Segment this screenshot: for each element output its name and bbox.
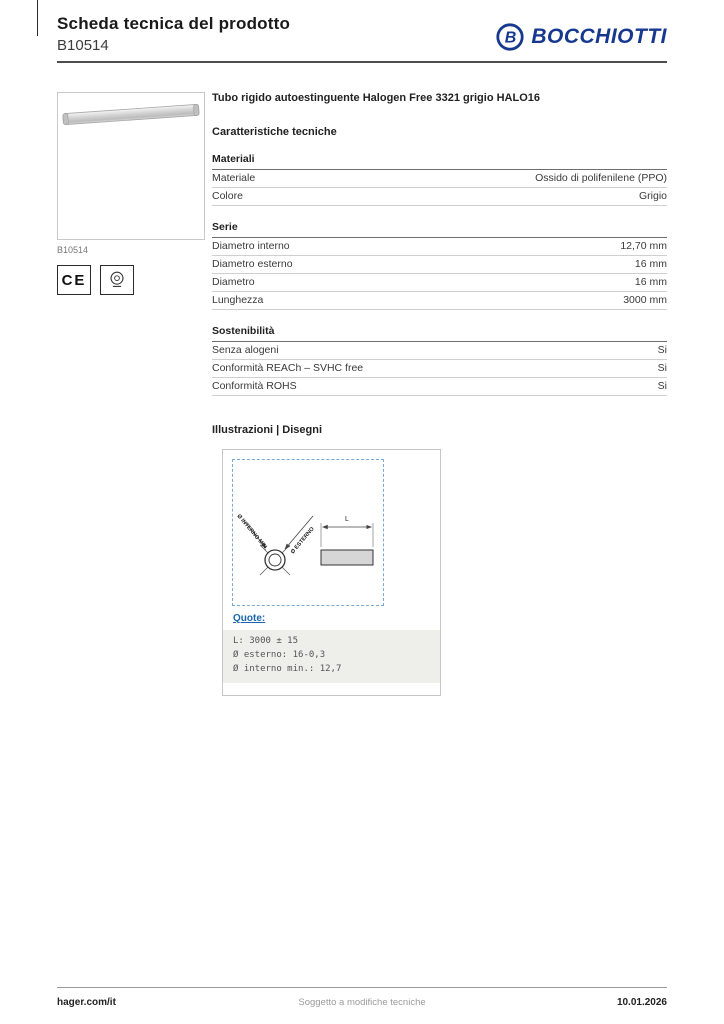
spec-label: Diametro esterno bbox=[212, 258, 293, 270]
spec-group bbox=[212, 325, 667, 396]
spec-group bbox=[212, 221, 667, 310]
certification-marks bbox=[57, 265, 205, 295]
ce-mark bbox=[57, 265, 91, 295]
spec-label: Diametro bbox=[212, 276, 255, 288]
technical-drawing bbox=[233, 460, 383, 605]
spec-row bbox=[212, 274, 667, 292]
content bbox=[57, 92, 667, 696]
quote-line: Ø esterno: 16-0,3 bbox=[233, 649, 326, 660]
spec-row bbox=[212, 342, 667, 360]
quote-line: L: 3000 ± 15 bbox=[233, 636, 299, 646]
spec-row bbox=[212, 256, 667, 274]
brand-emblem-icon bbox=[495, 22, 525, 52]
footer-date: 10.01.2026 bbox=[616, 997, 667, 1008]
quote-title: Quote: bbox=[233, 613, 266, 624]
quote-line: Ø interno min.: 12,7 bbox=[233, 663, 342, 674]
quote-block bbox=[223, 630, 440, 683]
header-divider bbox=[57, 61, 667, 63]
spec-groups bbox=[212, 153, 667, 396]
footer bbox=[57, 987, 667, 1008]
certification-mark bbox=[100, 265, 134, 295]
drawing-label-length: L bbox=[345, 516, 349, 523]
technical-drawing-box bbox=[222, 449, 441, 696]
brand-logo bbox=[495, 22, 667, 52]
product-code: B10514 bbox=[57, 37, 109, 54]
spec-value: 3000 mm bbox=[623, 294, 667, 306]
spec-label: Colore bbox=[212, 190, 243, 202]
spec-value: Si bbox=[657, 362, 667, 374]
technical-drawing-frame bbox=[232, 459, 384, 606]
product-image bbox=[57, 92, 205, 240]
product-photo-tube bbox=[58, 93, 204, 239]
spec-label: Senza alogeni bbox=[212, 344, 279, 356]
spec-value: 12,70 mm bbox=[620, 240, 667, 252]
spec-group-title: Serie bbox=[212, 221, 667, 238]
spec-value: Grigio bbox=[638, 190, 667, 202]
spec-value: Ossido di polifenilene (PPO) bbox=[535, 172, 667, 184]
spec-row bbox=[212, 188, 667, 206]
footer-note: Soggetto a modifiche tecniche bbox=[298, 997, 426, 1008]
spec-value: 16 mm bbox=[634, 276, 667, 288]
illustrations-heading: Illustrazioni | Disegni bbox=[212, 424, 323, 436]
brand-name: BOCCHIOTTI bbox=[531, 25, 667, 48]
svg-text:B: B bbox=[505, 29, 517, 47]
page-title: Scheda tecnica del prodotto bbox=[57, 14, 291, 33]
spec-label: Diametro interno bbox=[212, 240, 290, 252]
spec-value: 16 mm bbox=[634, 258, 667, 270]
spec-row bbox=[212, 238, 667, 256]
spec-label: Lunghezza bbox=[212, 294, 264, 306]
spec-row bbox=[212, 360, 667, 378]
spec-group-title: Sostenibilità bbox=[212, 325, 667, 342]
spec-value: Si bbox=[657, 344, 667, 356]
drawing-label-inner-diameter: Ø INTERNO MIN. bbox=[235, 513, 269, 552]
spec-label: Materiale bbox=[212, 172, 256, 184]
footer-website-link[interactable]: hager.com/it bbox=[57, 997, 116, 1008]
product-image-caption: B10514 bbox=[57, 245, 89, 255]
spec-row bbox=[212, 292, 667, 310]
spec-column bbox=[212, 92, 667, 696]
spec-row bbox=[212, 170, 667, 188]
drawing-label-outer-diameter: Ø ESTERNO bbox=[289, 526, 316, 556]
spec-label: Conformità REACh – SVHC free bbox=[212, 362, 364, 374]
footer-row bbox=[57, 997, 667, 1008]
spec-value: Si bbox=[657, 380, 667, 392]
footer-divider bbox=[57, 987, 667, 988]
spec-row bbox=[212, 378, 667, 396]
spec-group-title: Materiali bbox=[212, 153, 667, 170]
product-title: Tubo rigido autoestinguente Halogen Free 3321 grigio HALO16 bbox=[212, 92, 541, 104]
left-column bbox=[57, 92, 205, 295]
header bbox=[57, 14, 667, 54]
spec-group bbox=[212, 153, 667, 206]
spec-label: Conformità ROHS bbox=[212, 380, 297, 392]
characteristics-heading: Caratteristiche tecniche bbox=[212, 126, 337, 138]
quality-mark-icon bbox=[106, 269, 128, 291]
header-titles bbox=[57, 14, 290, 54]
ce-mark-label: CE bbox=[61, 271, 87, 289]
crop-mark bbox=[37, 0, 38, 36]
